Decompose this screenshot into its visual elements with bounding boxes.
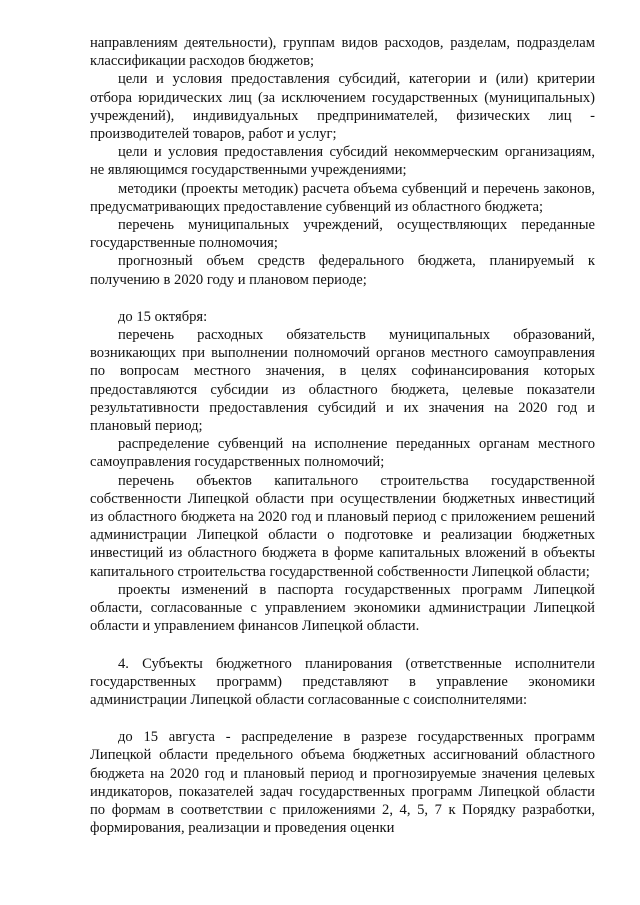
paragraph-continuation: направлениям деятельности), группам видов расходов, разделам, подразделам классификации расходов бюджетов;	[90, 35, 595, 70]
paragraph-municipal-obligations: перечень расходных обязательств муниципальных образований, возникающих при выполнении полномочий органов местного самоуправления по вопросам местного значения, в целях софинансирования которых предоставляются субсидии из областного бюджета, целевые показатели результативности предоставления субсидий и их значения на 2020 год и плановый период;	[90, 327, 595, 435]
paragraph-municipal-institutions: перечень муниципальных учреждений, осуществляющих переданные государственные полномочия;	[90, 217, 595, 252]
document-page	[90, 34, 595, 837]
paragraph-subsidy-goals: цели и условия предоставления субсидий, категории и (или) критерии отбора юридических лиц (за исключением государственных (муниципальных) учреждений), индивидуальных предпринимателей, физических лиц - производителей товаров, работ и услуг;	[90, 71, 595, 143]
paragraph-section-4: 4. Субъекты бюджетного планирования (ответственные исполнители государственных программ) представляют в управление экономики администрации Липецкой области согласованные с соисполнителями:	[90, 655, 595, 708]
paragraph-federal-budget-forecast: прогнозный объем средств федерального бюджета, планируемый к получению в 2020 году и плановом периоде;	[90, 253, 595, 288]
paragraph-subvention-methods: методики (проекты методик) расчета объема субвенций и перечень законов, предусматривающих предоставление субвенций из областного бюджета;	[90, 180, 595, 215]
paragraph-subvention-distribution: распределение субвенций на исполнение переданных органам местного самоуправления государственных полномочий;	[90, 436, 595, 471]
paragraph-deadline-august: до 15 августа - распределение в разрезе государственных программ Липецкой области предельного объема бюджетных ассигнований областного бюджета на 2020 год и плановый период и прогнозируемые значения целевых индикаторов, показателей задач государственных программ Липецкой области по формам в соответствии с приложениями 2, 4, 5, 7 к Порядку разработки, формирования, реализации и проведения оценки	[90, 729, 595, 837]
paragraph-nonprofit-subsidies: цели и условия предоставления субсидий некоммерческим организациям, не являющимся государственными учреждениями;	[90, 144, 595, 179]
paragraph-deadline-october: до 15 октября:	[118, 308, 208, 325]
paragraph-program-passport-changes: проекты изменений в паспорта государственных программ Липецкой области, согласованные с управлением экономики администрации Липецкой области и управлением финансов Липецкой области.	[90, 581, 595, 635]
paragraph-capital-construction: перечень объектов капитального строительства государственной собственности Липецкой области при осуществлении бюджетных инвестиций из областного бюджета на 2020 год и плановый период с приложением решений администрации Липецкой области о подготовке и реализации бюджетных инвестиций из областного бюджета в форме капитальных вложений в объекты капитального строительства государственной собственности Липецкой области;	[90, 472, 595, 580]
